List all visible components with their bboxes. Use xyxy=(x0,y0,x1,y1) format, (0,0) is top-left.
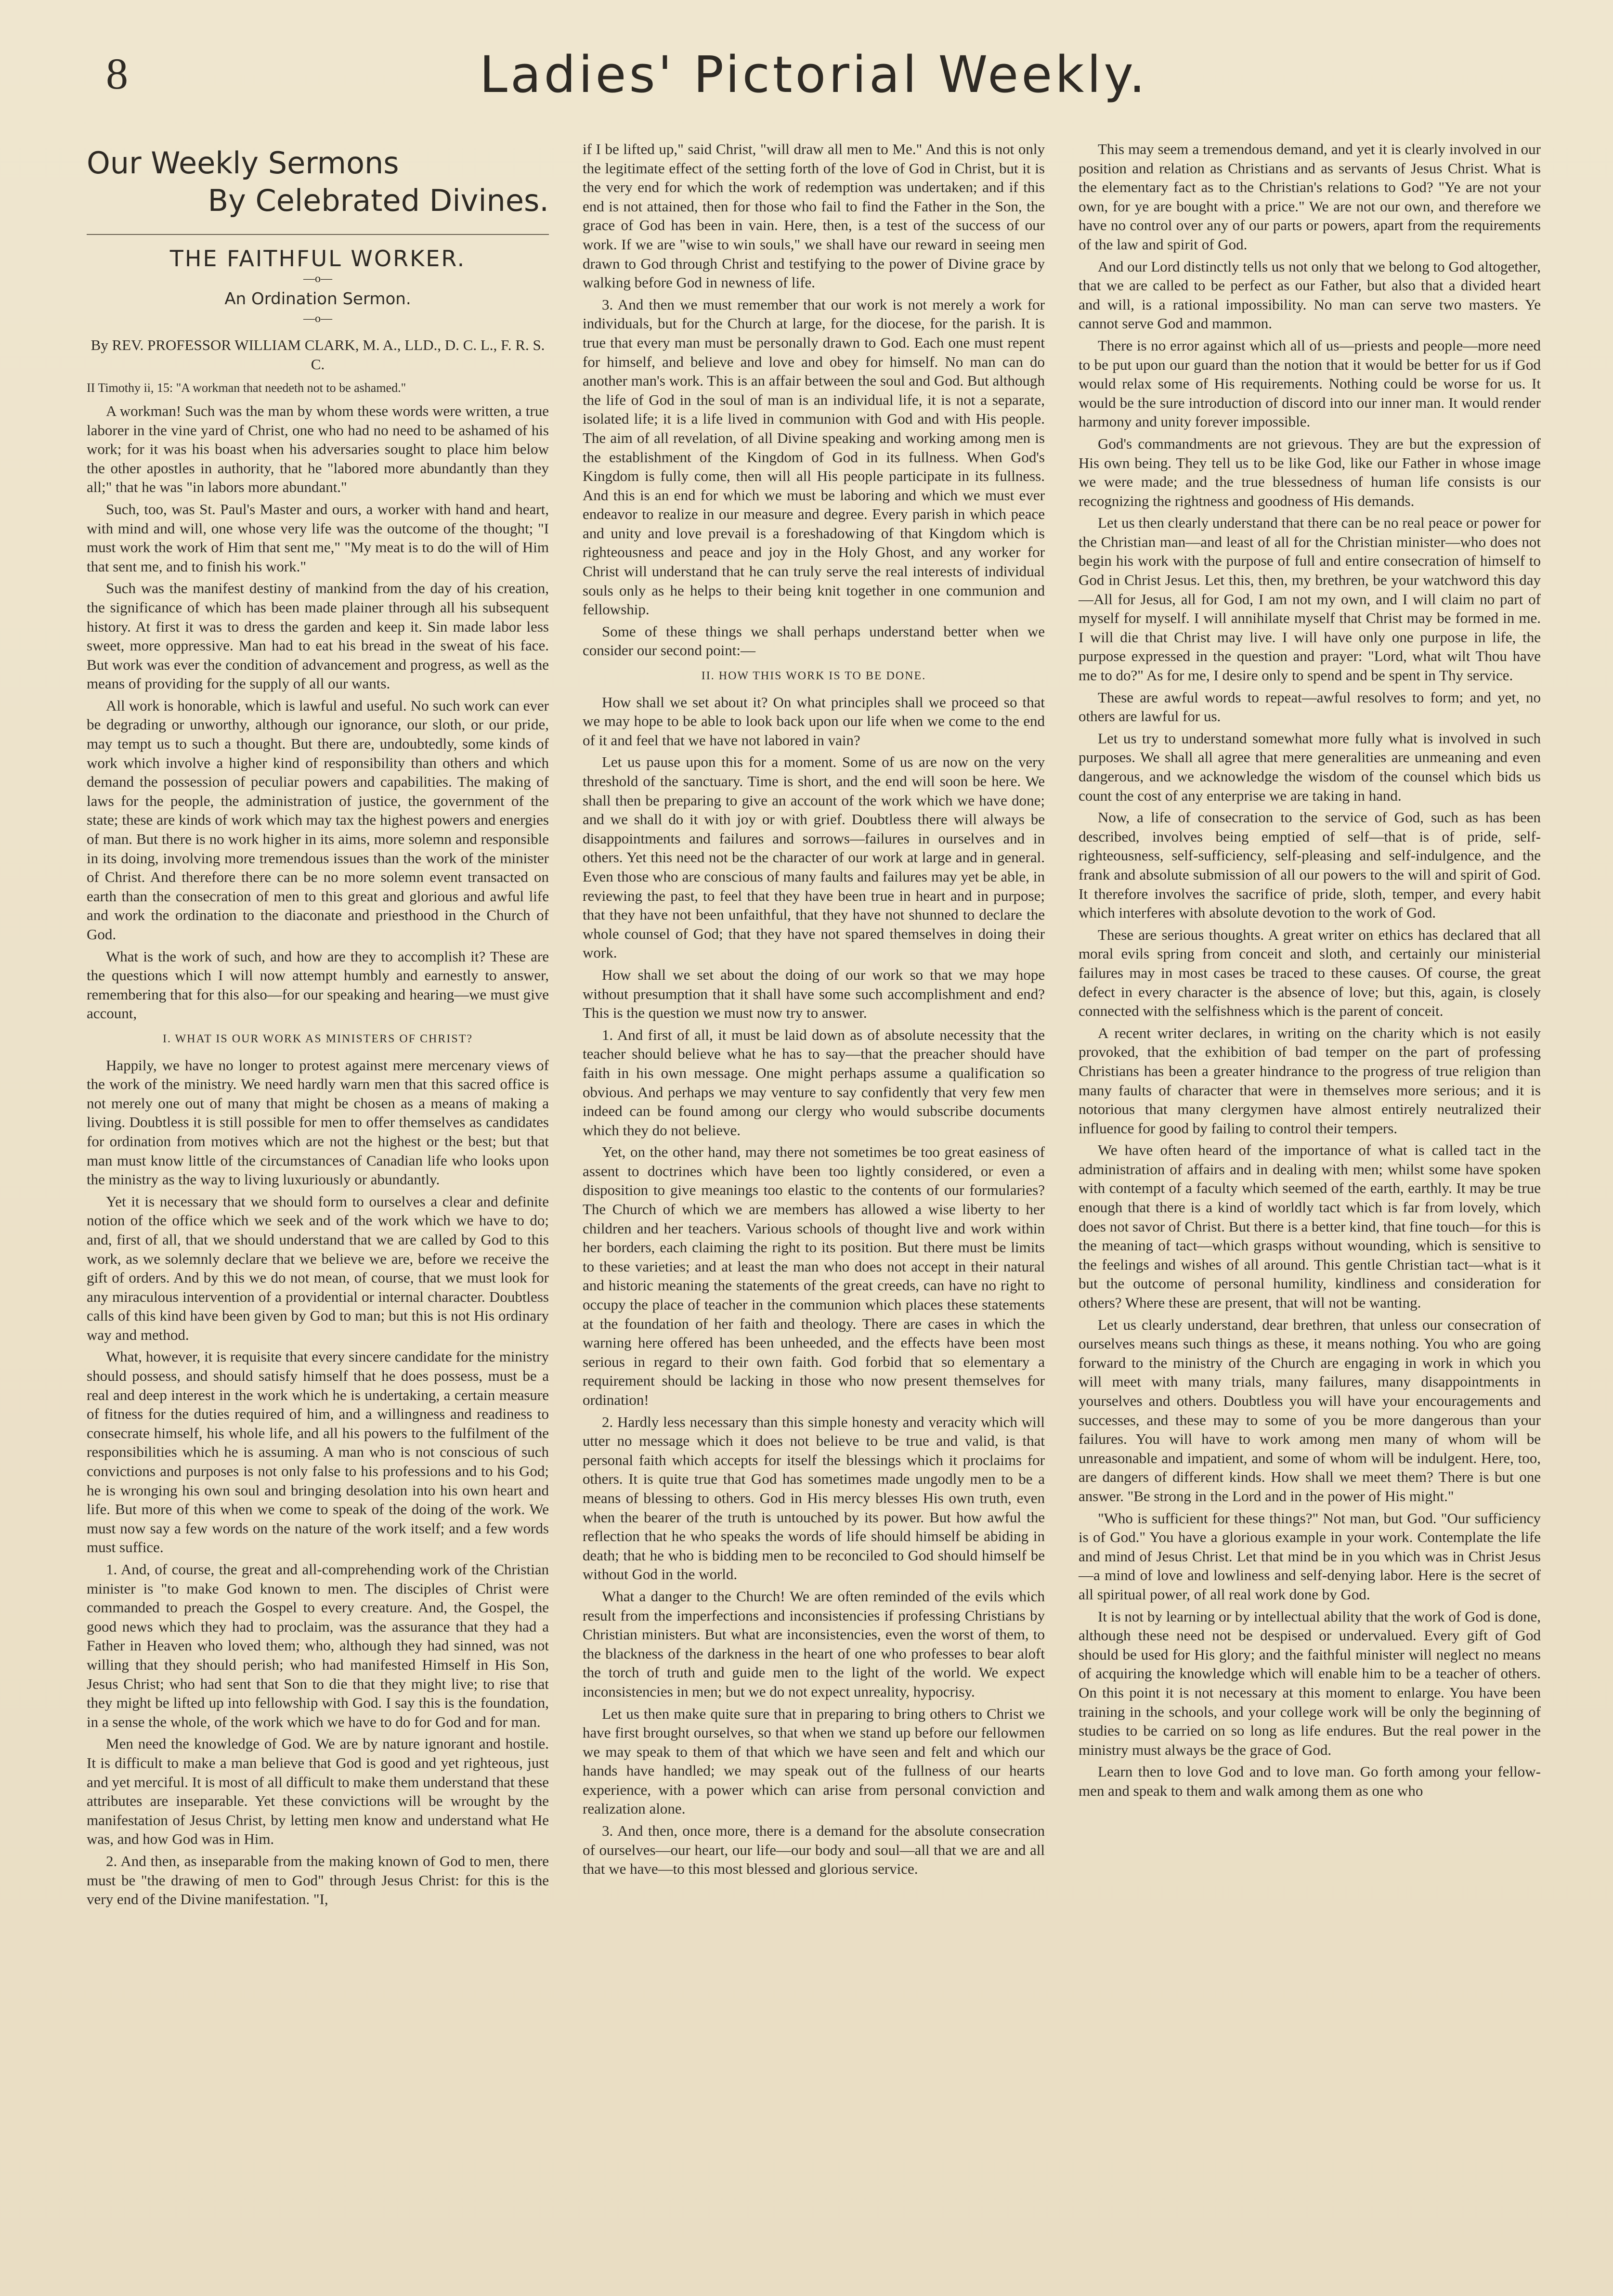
paragraph: Happily, we have no longer to protest against mere mercenary views of the work of the ministry. We need hardly warn men that this sacred office is not merely one out of many that might be chosen as a means of making a living. Doubtless it is still possible for men to offer themselves as candidates for ordination from motives which are not the highest or the best; but that man must know little of the circumstances of Canadian life who looks upon the ministry as the way to living luxuriously or abundantly. xyxy=(87,1056,549,1188)
masthead xyxy=(87,39,1541,111)
paragraph: Let us pause upon this for a moment. Some of us are now on the very threshold of the sanctuary. Time is short, and the end will soon be here. We shall then be preparing to give an account of the work which we have done; and we shall do it with joy or with grief. Doubtless there will always be disappointments and failures and sorrows—failures in ourselves and in others. Yet this need not be the character of our work at large and in general. Even those who are conscious of many faults and failures may yet be able, in reviewing the past, to feel that they have been true in heart and in purpose; that they have not been unfaithful, that they have not shunned to declare the whole counsel of God; that they have not spared themselves in doing their work. xyxy=(583,753,1045,961)
sermon-title: THE FAITHFUL WORKER. xyxy=(169,246,466,272)
paragraph: All work is honorable, which is lawful and useful. No such work can ever be degrading or unworthy, although our ignorance, our sloth, or our pride, may tempt us to such a thought. But there are, undoubtedly, some kinds of work which involve a higher kind of responsibility than others and which demand the possession of peculiar powers and capabilities. The making of laws for the people, the administration of justice, the government of the state; these are kinds of work which may tax the highest powers and energies of man. But there is no work higher in its aims, more solemn and responsible in its doing, involving more tremendous issues than the work of the minister of Christ. And therefore there can be no more solemn event transacted on earth than the consecration of men to this great and glorious and awful life and work the ordination to the diaconate and priesthood in the Church of God. xyxy=(87,697,549,943)
column-heading-line1: Our Weekly Sermons xyxy=(87,145,399,181)
paragraph: 3. And then, once more, there is a demand for the absolute consecration of ourselves—our heart, our life—our body and soul—all that we are and all that we have—to this most blessed and glorious service. xyxy=(583,1822,1045,1878)
paragraph: Such was the manifest destiny of mankind from the day of his creation, the significance of which has been made plainer through all his subsequent history. At first it was to dress the garden and keep it. Sin made labor less sweet, more oppressive. Man had to eat his bread in the sweat of his face. But work was ever the condition of advancement and progress, as well as the means of providing for the supply of all our wants. xyxy=(87,580,549,692)
paragraph: What, however, it is requisite that every sincere candidate for the ministry should possess, and should satisfy himself that he does possess, must be a real and deep interest in the work which he is undertaking, a certain measure of fitness for the duties required of him, and a willingness and readiness to consecrate himself, his whole life, and all his powers to the fulfilment of the responsibilities which he is assuming. A man who is not conscious of such convictions and purposes is not only false to his professions and to his God; he is wronging his own soul and bringing desolation into his own heart and life. But more of this when we come to speak of the doing of the work. We must now say a few words on the nature of the work itself; and a few words must suffice. xyxy=(87,1348,549,1556)
scripture-reference: II Timothy ii, 15: "A workman that needeth not to be ashamed." xyxy=(87,381,406,395)
paragraph: And our Lord distinctly tells us not only that we belong to God altogether, that we are called to be perfect as our Father, but also that a divided heart and will, is a rational impossibility. No man can serve two masters. Ye cannot serve God and mammon. xyxy=(1079,258,1541,332)
paragraph: God's commandments are not grievous. They are but the expression of His own being. They tell us to be like God, like our Father in whose image we were made; and the true blessedness of human life consists is our recognizing the rightness and goodness of His demands. xyxy=(1079,435,1541,509)
byline: By REV. PROFESSOR WILLIAM CLARK, M. A., LLD., D. C. L., F. R. S. C. xyxy=(91,337,545,373)
paragraph: Men need the knowledge of God. We are by nature ignorant and hostile. It is difficult to make a man believe that God is good and yet righteous, just and yet merciful. It is most of all difficult to make them understand that these attributes are inseparable. Yet these convictions will be wrought by the manifestation of Jesus Christ, by letting men know and understand what He was, and how God was in Him. xyxy=(87,1735,549,1848)
paragraph: Let us then make quite sure that in preparing to bring others to Christ we have first brought ourselves, so that when we stand up before our fellowmen we may speak to them of that which we have seen and felt and which our hands have handled; we may speak out of the fullness of our hearts experience, with a power which can arise from personal conviction and realization alone. xyxy=(583,1705,1045,1817)
paragraph: if I be lifted up," said Christ, "will draw all men to Me." And this is not only the legitimate effect of the setting forth of the love of God in Christ, but it is the very end for which the work of redemption was undertaken; and if this end is not attained, then for those who fail to find the Father in the Son, the grace of God has been in vain. Here, then, is a test of the success of our work. If we are "wise to win souls," we shall have our reward in seeing men drawn to God through Christ and testifying to the power of Divine grace by walking before God in newness of life. xyxy=(583,141,1045,291)
paragraph: What a danger to the Church! We are often reminded of the evils which result from the imperfections and inconsistencies if professing Christians by Christian ministers. But what are inconsistencies, even the worst of them, to the blackness of the darkness in the heart of one who professes to bear aloft the torch of truth and guide men to the light of the world. We expect inconsistencies in men; but we do not expect unreality, hypocrisy. xyxy=(583,1587,1045,1700)
paragraph: There is no error against which all of us—priests and people—more need to be put upon our guard than the notion that it would be better for us if God would relax some of His requirements. Nothing could be worse for us. It would be the sure introduction of discord into our inner man. It would render harmony and unity forever impossible. xyxy=(1079,337,1541,430)
paragraph: 2. And then, as inseparable from the making known of God to men, there must be "the drawing of men to God" through Jesus Christ: for this is the very end of the Divine manifestation. "I, xyxy=(87,1852,549,1908)
paragraph: What is the work of such, and how are they to accomplish it? These are the questions which I will now attempt humbly and earnestly to answer, remembering that for this also—for our speaking and hearing—we must give account, xyxy=(87,947,549,1022)
article-columns xyxy=(87,140,1541,1912)
ornament-divider: —o— xyxy=(303,312,332,325)
column-1 xyxy=(87,140,549,1912)
paragraph: How shall we set about it? On what principles shall we proceed so that we may hope to be able to look back upon our life when we come to the end of it and feel that we have not labored in vain? xyxy=(583,693,1045,749)
column-heading-line2: By Celebrated Divines. xyxy=(208,183,549,218)
paragraph: "Who is sufficient for these things?" Not man, but God. "Our sufficiency is of God." You have a glorious example in your work. Contemplate the life and mind of Jesus Christ. Let that mind be in you which was in Christ Jesus—a mind of love and lowliness and self-denying labor. Here is the secret of all spiritual power, of all real work done by God. xyxy=(1079,1509,1541,1603)
paragraph: Let us then clearly understand that there can be no real peace or power for the Christian man—and least of all for the Christian minister—who does not begin his work with the purpose of full and entire consecration of himself to God in Christ Jesus. Let this, then, my brethren, be your watchword this day—All for Jesus, all for God, I am not my own, and I will claim no part of myself for myself. I will annihilate myself that Christ may be formed in me. I will die that Christ may live. I will have only one purpose in life, the purpose expressed in the question and prayer: "Lord, what wilt Thou have me to do?" As for me, I desire only to spend and be spent in Thy service. xyxy=(1079,514,1541,684)
paragraph: Yet, on the other hand, may there not sometimes be too great easiness of assent to doctrines which have been too lightly considered, or even a disposition to give meanings too elastic to the contents of our formularies? The Church of which we are members has allowed a wise liberty to her children and her teachers. Various schools of thought live and work within her borders, each claiming the right to its position. But there must be limits to these varieties; and at least the man who does not accept in their natural and historic meaning the statements of the great creeds, can have no right to occupy the place of teacher in the communion which places these statements at the foundation of her faith and theology. There are cases in which the warning here offered has been unheeded, and the effects have been most serious in regard to their own faith. God forbid that so elementary a requirement should be lacking in those who now present themselves for ordination! xyxy=(583,1143,1045,1408)
page-number: 8 xyxy=(106,49,128,98)
sermon-subtitle: An Ordination Sermon. xyxy=(224,289,411,309)
paragraph: A workman! Such was the man by whom these words were written, a true laborer in the vine yard of Christ, one who had no need to be ashamed of his work; for it was his boast when his adversaries sought to place him below the other apostles in authority, that he "labored more abundantly than they all;" that he was "in labors more abundant." xyxy=(87,402,549,496)
paragraph: 2. Hardly less necessary than this simple honesty and veracity which will utter no message which it does not believe to be true and valid, is that personal faith which accepts for itself the blessings which it proclaims for others. It is quite true that God has sometimes made ungodly men to be a means of blessing to others. God in His mercy blesses His own truth, even when the bearer of the truth is untouched by its power. But how awful the reflection that he who speaks the words of life should himself be abiding in death; that he who is bidding men to be reconciled to God should himself be without God in the world. xyxy=(583,1413,1045,1583)
paragraph: 1. And, of course, the great and all-comprehending work of the Christian minister is "to make God known to men. The disciples of Christ were commanded to preach the Gospel to every creature. And, the Gospel, the good news which they had to proclaim, was the assurance that they had a Father in Heaven who loved them; who, although they had sinned, was not willing that they should perish; who had manifested Himself in His Son, Jesus Christ; who had sent that Son to die that they might live; to rise that they might be lifted up into fellowship with God. I say this is the foundation, in a sense the whole, of the work which we have to do for God and for man. xyxy=(87,1561,549,1730)
paragraph: Let us try to understand somewhat more fully what is involved in such purposes. We shall all agree that mere generalities are unmeaning and even dangerous, and we acknowledge the wisdom of the counsel which bids us count the cost of any enterprise we are taking in hand. xyxy=(1079,729,1541,804)
section-heading-2: II. HOW THIS WORK IS TO BE DONE. xyxy=(701,670,926,683)
paragraph: How shall we set about the doing of our work so that we may hope without presumption that it shall have some such accomplishment and end? This is the question we must now try to answer. xyxy=(583,966,1045,1022)
paragraph: Yet it is necessary that we should form to ourselves a clear and definite notion of the office which we seek and of the work which we have to do; and, first of all, that we should understand that we are called by God to this work, as we solemnly declare that we believe we are, before we receive the gift of orders. And by this we do not mean, of course, that we must look for any miraculous intervention of a providential or internal character. Doubtless calls of this kind have been given by God to man; but this is not His ordinary way and method. xyxy=(87,1193,549,1343)
column-3 xyxy=(1079,140,1541,1912)
paragraph: Let us clearly understand, dear brethren, that unless our consecration of ourselves means such things as these, it means nothing. You who are going forward to the ministry of the Church are engaging in work in which you will meet with many trials, many failures, many disappointments in yourselves and others. Doubtless you will have your encouragements and successes, and these may to some of you be more dangerous than your failures. You will have to work among men many of whom will be unreasonable and impatient, and some of whom will be indulgent. Here, too, are dangers of different kinds. How shall we meet them? There is but one answer. "Be strong in the Lord and in the power of His might." xyxy=(1079,1316,1541,1505)
paragraph: Now, a life of consecration to the service of God, such as has been described, involves being emptied of self—that is of pride, self-righteousness, self-sufficiency, self-pleasing and self-indulgence, and the frank and absolute submission of all our powers to the will and spirit of God. It therefore involves the sacrifice of pride, sloth, temper, and every habit which interferes with absolute devotion to the work of God. xyxy=(1079,809,1541,921)
paragraph: Learn then to love God and to love man. Go forth among your fellow-men and speak to them and walk among them as one who xyxy=(1079,1763,1541,1799)
paragraph: 1. And first of all, it must be laid down as of absolute necessity that the teacher should believe what he has to say—that the preacher should have faith in his own message. One might perhaps assume a qualification so obvious. And perhaps we may venture to say confidently that very few men indeed can be found among our clergy who would subscribe documents which they do not believe. xyxy=(583,1026,1045,1139)
paragraph: 3. And then we must remember that our work is not merely a work for individuals, but for the Church at large, for the diocese, for the parish. It is true that every man must be personally drawn to God. Each one must repent for himself, and believe and love and obey for himself. No man can do another man's work. This is an affair between the soul and God. But although the life of God in the soul of man is an individual life, it is not a separate, isolated life; it is a life lived in communion with God and with His people. The aim of all revelation, of all Divine speaking and working among men is the establishment of the Kingdom of God in its fullness. When God's Kingdom is fully come, then will all His people participate in its fullness. And this is an end for which we must be laboring and which we must ever endeavor to realize in our measure and degree. Every parish in which peace and unity and love prevail is a foreshadowing of that Kingdom which is righteousness and peace and joy in the Holy Ghost, and any worker for Christ will understand that he can truly serve the real interests of individual souls only as he helps to their being knit together in one communion and fellowship. xyxy=(583,296,1045,618)
heading-rule xyxy=(87,234,549,235)
ornament-divider: —o— xyxy=(303,272,332,285)
paragraph: We have often heard of the importance of what is called tact in the administration of affairs and in dealing with men; whilst some have spoken with contempt of a faculty which seemed of the earth, earthly. It may be true enough that there is a kind of worldly tact which is far from lovely, which does not savor of Christ. But there is a better kind, that fine touch—for this is the meaning of tact—which grasps without wounding, which is sensitive to the feelings and wishes of all around. This gentle Christian tact—what is it but the outcome of personal humility, kindliness and consideration for others? Where these are present, that will not be wanting. xyxy=(1079,1142,1541,1311)
paragraph: These are serious thoughts. A great writer on ethics has declared that all moral evils spring from conceit and sloth, and certainly our ministerial failures may in most cases be traced to these causes. Of course, the great defect in every character is the absence of love; but this, again, is closely connected with the selfishness which is the parent of conceit. xyxy=(1079,926,1541,1020)
section-heading-1: I. WHAT IS OUR WORK AS MINISTERS OF CHRIST? xyxy=(162,1032,473,1045)
paragraph: This may seem a tremendous demand, and yet it is clearly involved in our position and relation as Christians and as servants of Jesus Christ. What is the elementary fact as to the Christian's relations to God? "Ye are not your own, for ye are bought with a price." We are not our own, and therefore we have no control over any of our parts or powers, apart from the requirements of the law and spirit of God. xyxy=(1079,141,1541,253)
paragraph: It is not by learning or by intellectual ability that the work of God is done, although these need not be despised or undervalued. Every gift of God should be used for His glory; and the faithful minister will neglect no means of acquiring the knowledge which will enable him to be a teacher of others. On this point it is not necessary at this moment to enlarge. You have been training in the schools, and your college work will be only the beginning of studies to be carried on so long as life endures. But the real power in the ministry must always be the grace of God. xyxy=(1079,1608,1541,1758)
column-2 xyxy=(583,140,1045,1912)
paragraph: A recent writer declares, in writing on the charity which is not easily provoked, that the exhibition of bad temper on the part of professing Christians has been a greater hindrance to the progress of true religion than many faults of character that were in themselves more serious; and it is notorious that many clergymen have almost entirely neutralized their influence for good by failing to control their tempers. xyxy=(1079,1024,1541,1137)
paragraph: Some of these things we shall perhaps understand better when we consider our second point:— xyxy=(583,623,1045,659)
publication-title: Ladies' Pictorial Weekly. xyxy=(479,45,1148,104)
paragraph: Such, too, was St. Paul's Master and ours, a worker with hand and heart, with mind and will, one whose very life was the outcome of the thought; "I must work the work of Him that sent me," "My meat is to do the will of Him that sent me, and to finish his work." xyxy=(87,500,549,575)
paragraph: These are awful words to repeat—awful resolves to form; and yet, no others are lawful for us. xyxy=(1079,688,1541,725)
